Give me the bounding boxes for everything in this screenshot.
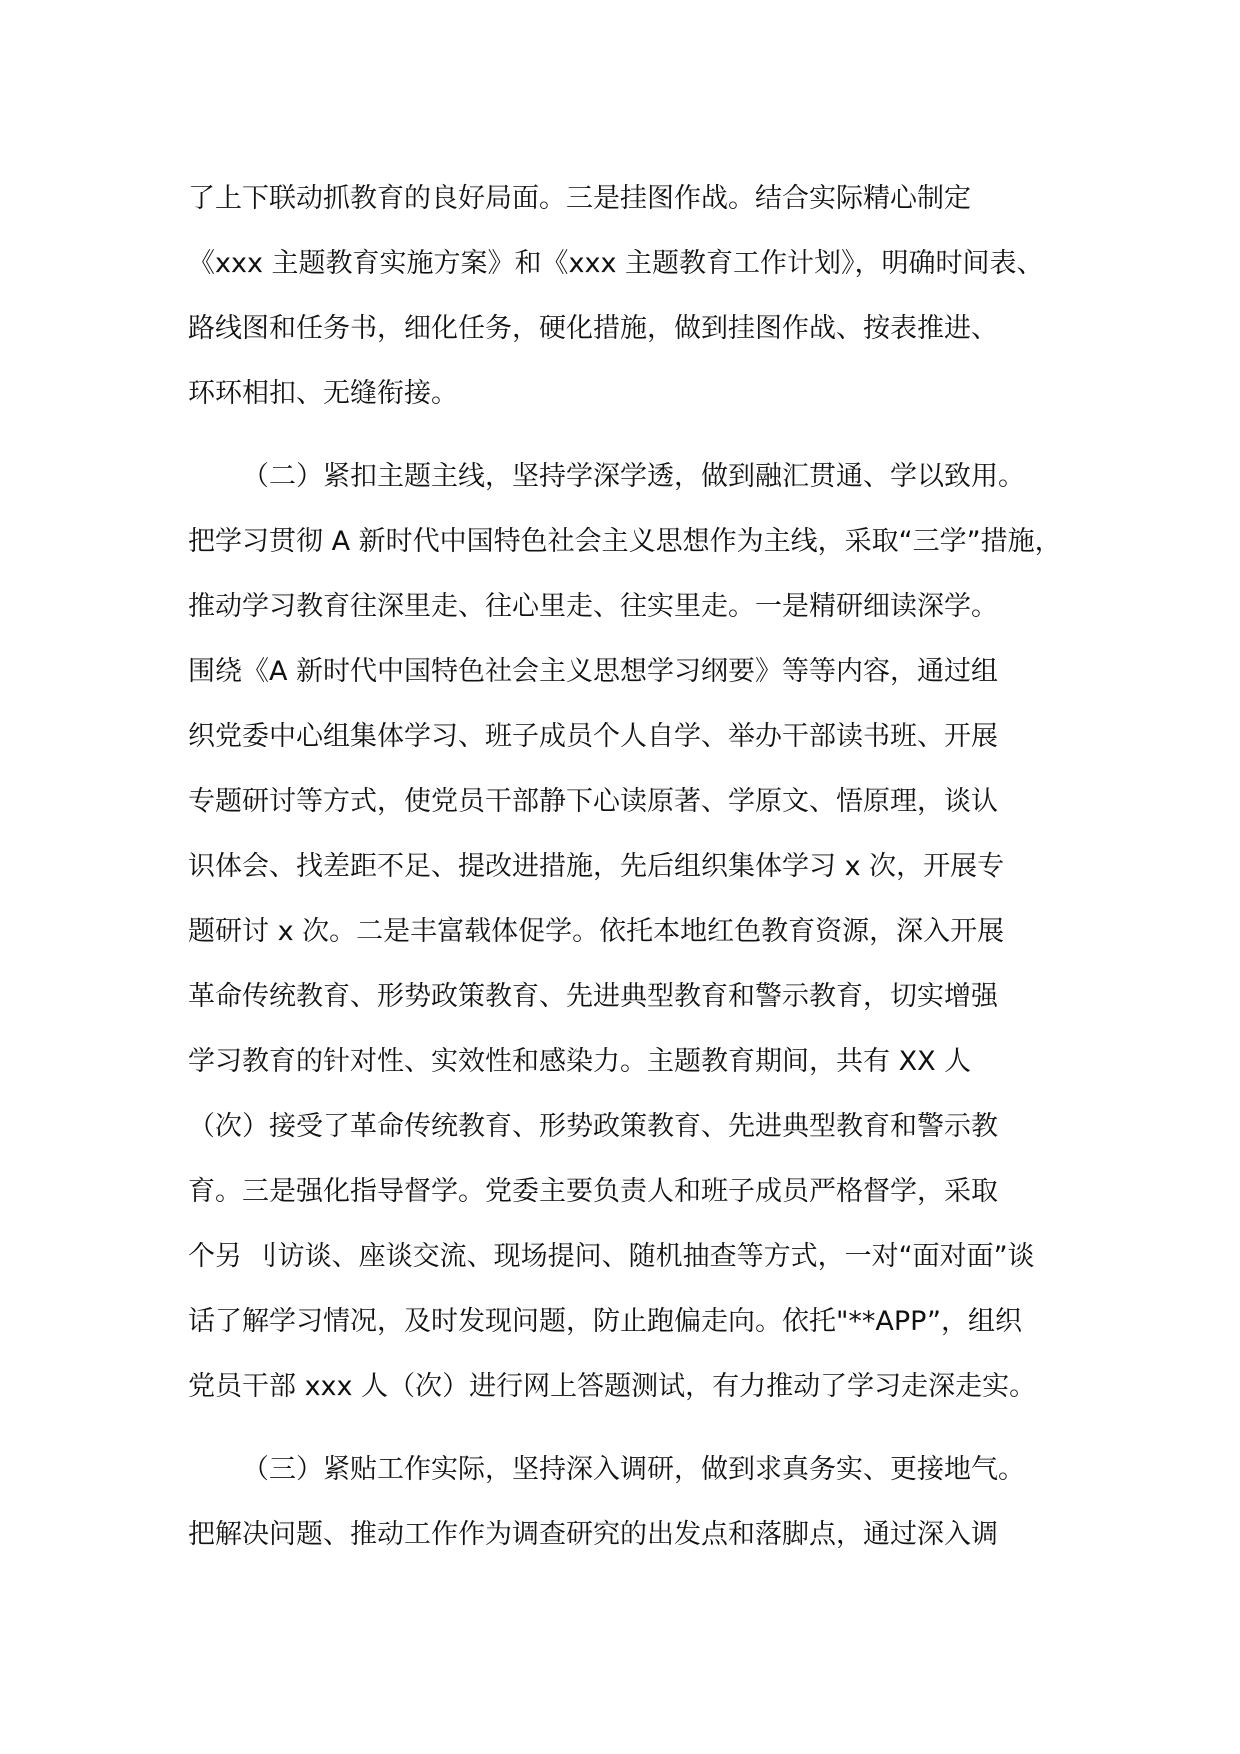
text-line: 党员干部 xxx 人（次）进行网上答题测试，有力推动了学习走深走实。	[188, 1371, 1037, 1402]
paragraph-3	[188, 1437, 1088, 1567]
text-line: 革命传统教育、形势政策教育、先进典型教育和警示教育，切实增强	[188, 981, 998, 1012]
section-heading-line: （三）紧贴工作实际，坚持深入调研，做到求真务实、更接地气。	[242, 1454, 1025, 1485]
section-heading-line: （二）紧扣主题主线，坚持学深学透，做到融汇贯通、学以致用。	[242, 461, 1025, 492]
text-line: 织党委中心组集体学习、班子成员个人自学、举办干部读书班、开展	[188, 721, 998, 752]
paragraph-2	[188, 444, 1088, 1419]
text-line: 路线图和任务书，细化任务，硬化措施，做到挂图作战、按表推进、	[188, 313, 998, 344]
document-body	[188, 166, 1088, 1585]
text-line: 《xxx 主题教育实施方案》和《xxx 主题教育工作计划》，明确时间表、	[188, 248, 1044, 279]
text-line: 围绕《A 新时代中国特色社会主义思想学习纲要》等等内容，通过组	[188, 656, 999, 687]
paragraph-1	[188, 166, 1088, 426]
text-line: 题研讨 x 次。二是丰富载体促学。依托本地红色教育资源，深入开展	[188, 916, 1005, 947]
text-line: 推动学习教育往深里走、往心里走、往实里走。一是精研细读深学。	[188, 591, 998, 622]
text-line: 学习教育的针对性、实效性和感染力。主题教育期间，共有 XX 人	[188, 1046, 972, 1077]
text-line: 识体会、找差距不足、提改进措施，先后组织集体学习 x 次，开展专	[188, 851, 1005, 882]
text-line: 育。三是强化指导督学。党委主要负责人和班子成员严格督学，采取	[188, 1176, 998, 1207]
text-line: 专题研讨等方式，使党员干部静下心读原著、学原文、悟原理，谈认	[188, 786, 998, 817]
text-line: 把学习贯彻 A 新时代中国特色社会主义思想作为主线，采取“三学”措施，	[188, 526, 1062, 557]
text-line: 把解决问题、推动工作作为调查研究的出发点和落脚点，通过深入调	[188, 1519, 998, 1550]
text-line: 环环相扣、无缝衔接。	[188, 378, 458, 409]
text-line: 个另 刂访谈、座谈交流、现场提问、随机抽查等方式，一对“面对面”谈	[188, 1241, 1035, 1272]
text-line: （次）接受了革命传统教育、形势政策教育、先进典型教育和警示教	[188, 1111, 998, 1142]
text-line: 话了解学习情况，及时发现问题，防止跑偏走向。依托"**APP”，组织	[188, 1306, 1022, 1337]
text-line: 了上下联动抓教育的良好局面。三是挂图作战。结合实际精心制定	[188, 183, 971, 214]
